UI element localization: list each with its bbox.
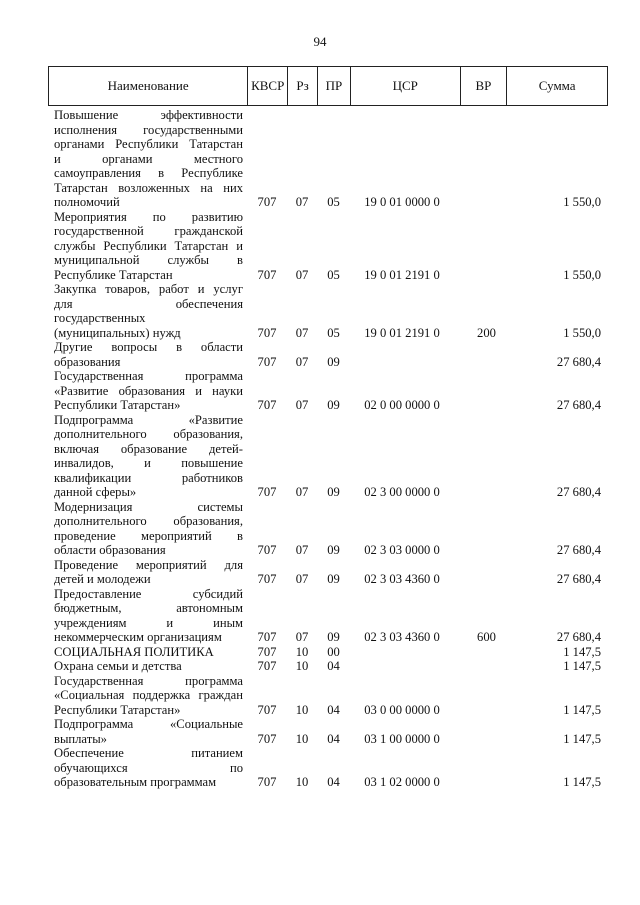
row-pr: 05 bbox=[327, 267, 340, 282]
row-name-line: Подпрограмма «Развитие bbox=[54, 412, 243, 427]
row-csr: 03 1 02 0000 0 bbox=[364, 775, 440, 789]
row-rz: 10 bbox=[295, 775, 309, 789]
column-header-pr: ПР bbox=[317, 67, 350, 105]
row-sum: 27 680,4 bbox=[556, 485, 601, 499]
row-kvsr: 707 bbox=[257, 644, 277, 659]
row-name-line: СОЦИАЛЬНАЯ ПОЛИТИКА bbox=[54, 644, 214, 659]
row-rz: 07 bbox=[295, 325, 309, 340]
row-name bbox=[48, 746, 247, 790]
row-name-line: (муниципальных) нужд bbox=[54, 325, 181, 340]
row-name-line: Закупка товаров, работ и услуг bbox=[54, 282, 243, 296]
row-name-line: учреждениям и иным bbox=[54, 615, 243, 630]
row-name-line: выплаты» bbox=[54, 731, 107, 746]
row-name-line: Республики Татарстан» bbox=[54, 398, 181, 412]
table-row bbox=[48, 587, 608, 645]
row-rz: 07 bbox=[295, 354, 309, 369]
row-csr: 02 3 03 4360 0 bbox=[364, 630, 440, 644]
table-row bbox=[48, 674, 608, 718]
table-row bbox=[48, 746, 608, 790]
column-header-vr: ВР bbox=[460, 67, 507, 105]
row-vr bbox=[460, 717, 507, 746]
row-name bbox=[48, 587, 247, 645]
row-sum: 1 550,0 bbox=[563, 195, 601, 209]
row-sum: 27 680,4 bbox=[556, 630, 601, 644]
row-name bbox=[48, 282, 247, 340]
row-csr: 02 3 00 0000 0 bbox=[364, 485, 440, 499]
row-csr: 03 0 00 0000 0 bbox=[364, 702, 440, 717]
row-name-line: проведение мероприятий в bbox=[54, 528, 243, 543]
row-pr: 04 bbox=[327, 775, 340, 789]
row-name-line: Татарстан возложенных на них bbox=[54, 180, 243, 195]
table-row bbox=[48, 210, 608, 283]
row-rz: 10 bbox=[295, 731, 309, 746]
row-name-line: Республики Татарстан» bbox=[54, 702, 181, 717]
row-name bbox=[48, 659, 247, 674]
row-name-line: государственной гражданской bbox=[54, 224, 243, 238]
row-pr: 00 bbox=[327, 644, 340, 659]
row-rz: 07 bbox=[295, 398, 309, 412]
column-header-name: Наименование bbox=[107, 78, 189, 93]
row-csr bbox=[350, 340, 460, 369]
row-name-line: бюджетным, автономным bbox=[54, 601, 243, 615]
row-rz: 07 bbox=[295, 572, 309, 586]
row-name-line: Другие вопросы в области bbox=[54, 340, 243, 354]
row-csr: 19 0 01 0000 0 bbox=[364, 195, 440, 209]
row-pr: 09 bbox=[327, 543, 340, 557]
row-pr: 09 bbox=[327, 572, 340, 586]
row-vr bbox=[460, 746, 507, 790]
row-name bbox=[48, 369, 247, 413]
row-rz: 10 bbox=[295, 644, 309, 659]
row-vr bbox=[460, 340, 507, 369]
row-pr: 04 bbox=[327, 731, 340, 746]
table-row bbox=[48, 340, 608, 369]
row-pr: 09 bbox=[327, 398, 340, 412]
row-pr: 09 bbox=[327, 630, 340, 644]
row-rz: 07 bbox=[295, 267, 309, 282]
row-sum: 1 147,5 bbox=[563, 775, 601, 789]
column-header-csr: ЦСР bbox=[350, 67, 460, 105]
row-name bbox=[48, 645, 247, 660]
row-csr bbox=[350, 659, 460, 674]
row-pr: 09 bbox=[327, 485, 340, 499]
row-name bbox=[48, 340, 247, 369]
page-number: 94 bbox=[313, 34, 327, 49]
row-name-line: образовательным программам bbox=[54, 775, 217, 789]
row-name-line: Охрана семьи и детства bbox=[54, 659, 182, 673]
table-row bbox=[48, 659, 608, 674]
row-sum: 1 147,5 bbox=[563, 659, 601, 673]
row-name-line: Государственная программа bbox=[54, 369, 243, 383]
row-kvsr: 707 bbox=[257, 325, 277, 340]
row-name-line: Подпрограмма «Социальные bbox=[54, 717, 243, 731]
row-name-line: Повышение эффективности bbox=[54, 108, 243, 122]
row-name-line: Государственная программа bbox=[54, 673, 243, 688]
row-kvsr: 707 bbox=[257, 485, 277, 499]
table-row bbox=[48, 108, 608, 210]
row-kvsr: 707 bbox=[257, 702, 277, 717]
row-name-line: квалификации работников bbox=[54, 470, 243, 485]
row-name bbox=[48, 210, 247, 283]
row-vr bbox=[460, 645, 507, 660]
row-name-line: Предоставление субсидий bbox=[54, 586, 243, 601]
row-kvsr: 707 bbox=[257, 630, 277, 644]
row-name-line: Проведение мероприятий для bbox=[54, 557, 243, 572]
row-kvsr: 707 bbox=[257, 267, 277, 282]
column-header-sum: Сумма bbox=[506, 67, 607, 105]
row-name-line: обучающихся по bbox=[54, 760, 243, 775]
row-name bbox=[48, 674, 247, 718]
row-name-line: муниципальной службы в bbox=[54, 253, 243, 267]
row-rz: 10 bbox=[295, 702, 309, 717]
column-header-rz: Рз bbox=[287, 67, 317, 105]
row-kvsr: 707 bbox=[257, 195, 277, 209]
row-sum: 27 680,4 bbox=[556, 543, 601, 557]
row-sum: 1 550,0 bbox=[563, 325, 601, 340]
row-vr bbox=[460, 500, 507, 558]
column-header-kvsr: КВСР bbox=[247, 67, 287, 105]
table-row bbox=[48, 282, 608, 340]
row-name-line: государственных bbox=[54, 311, 146, 325]
row-name bbox=[48, 500, 247, 558]
row-vr bbox=[460, 558, 507, 587]
row-vr: 600 bbox=[477, 630, 496, 644]
row-name-line: самоуправления в Республике bbox=[54, 166, 243, 180]
row-kvsr: 707 bbox=[257, 659, 277, 673]
row-pr: 04 bbox=[327, 702, 340, 717]
row-name bbox=[48, 108, 247, 210]
row-csr: 02 0 00 0000 0 bbox=[364, 398, 440, 412]
table-body bbox=[48, 108, 608, 790]
row-name-line: Обеспечение питанием bbox=[54, 746, 243, 760]
row-name-line: «Социальная поддержка граждан bbox=[54, 688, 243, 702]
row-vr: 200 bbox=[477, 325, 496, 340]
row-kvsr: 707 bbox=[257, 354, 277, 369]
row-csr: 19 0 01 2191 0 bbox=[364, 267, 440, 282]
row-name-line: детей и молодежи bbox=[54, 572, 151, 586]
row-sum: 27 680,4 bbox=[556, 354, 601, 369]
row-csr: 02 3 03 0000 0 bbox=[364, 543, 440, 557]
row-name-line: данной сферы» bbox=[54, 485, 137, 499]
row-name-line: образования bbox=[54, 354, 121, 369]
table-row bbox=[48, 413, 608, 500]
row-name-line: службы Республики Татарстан и bbox=[54, 238, 243, 253]
table-row bbox=[48, 645, 608, 660]
row-name-line: области образования bbox=[54, 543, 166, 557]
row-name-line: дополнительного образования, bbox=[54, 427, 243, 441]
row-name-line: и органами местного bbox=[54, 151, 243, 166]
row-csr: 03 1 00 0000 0 bbox=[364, 731, 440, 746]
row-vr bbox=[460, 413, 507, 500]
row-rz: 07 bbox=[295, 485, 309, 499]
row-pr: 05 bbox=[327, 325, 340, 340]
row-kvsr: 707 bbox=[257, 572, 277, 586]
row-sum: 1 550,0 bbox=[563, 267, 601, 282]
row-name bbox=[48, 717, 247, 746]
row-sum: 27 680,4 bbox=[556, 398, 601, 412]
row-vr bbox=[460, 210, 507, 283]
row-name-line: Модернизация системы bbox=[54, 499, 243, 514]
row-name-line: органами Республики Татарстан bbox=[54, 137, 243, 151]
row-name-line: дополнительного образования, bbox=[54, 514, 243, 528]
row-pr: 05 bbox=[327, 195, 340, 209]
row-name-line: для обеспечения bbox=[54, 296, 243, 311]
table-row bbox=[48, 717, 608, 746]
row-pr: 04 bbox=[327, 659, 340, 673]
row-name-line: Мероприятия по развитию bbox=[54, 209, 243, 224]
table-row bbox=[48, 500, 608, 558]
row-kvsr: 707 bbox=[257, 731, 277, 746]
row-pr: 09 bbox=[327, 354, 340, 369]
row-sum: 27 680,4 bbox=[556, 572, 601, 586]
row-kvsr: 707 bbox=[257, 775, 277, 789]
row-name-line: исполнения государственными bbox=[54, 122, 243, 137]
row-sum: 1 147,5 bbox=[563, 702, 601, 717]
row-vr bbox=[460, 108, 507, 210]
row-name-line: полномочий bbox=[54, 195, 120, 209]
row-rz: 10 bbox=[295, 659, 309, 673]
row-vr bbox=[460, 659, 507, 674]
row-vr bbox=[460, 369, 507, 413]
row-name-line: некоммерческим организациям bbox=[54, 630, 222, 644]
row-csr: 19 0 01 2191 0 bbox=[364, 325, 440, 340]
row-vr bbox=[460, 674, 507, 718]
row-name bbox=[48, 413, 247, 500]
row-csr bbox=[350, 645, 460, 660]
row-name-line: включая образование детей- bbox=[54, 441, 243, 456]
row-csr: 02 3 03 4360 0 bbox=[364, 572, 440, 586]
table-header bbox=[48, 66, 608, 106]
row-kvsr: 707 bbox=[257, 543, 277, 557]
row-name bbox=[48, 558, 247, 587]
row-name-line: Республике Татарстан bbox=[54, 267, 173, 282]
row-rz: 07 bbox=[295, 195, 309, 209]
row-sum: 1 147,5 bbox=[563, 731, 601, 746]
table-row bbox=[48, 369, 608, 413]
row-rz: 07 bbox=[295, 630, 309, 644]
row-rz: 07 bbox=[295, 543, 309, 557]
row-name-line: инвалидов, и повышение bbox=[54, 456, 243, 470]
row-name-line: «Развитие образования и науки bbox=[54, 383, 243, 398]
row-kvsr: 707 bbox=[257, 398, 277, 412]
row-sum: 1 147,5 bbox=[563, 644, 601, 659]
table-row bbox=[48, 558, 608, 587]
